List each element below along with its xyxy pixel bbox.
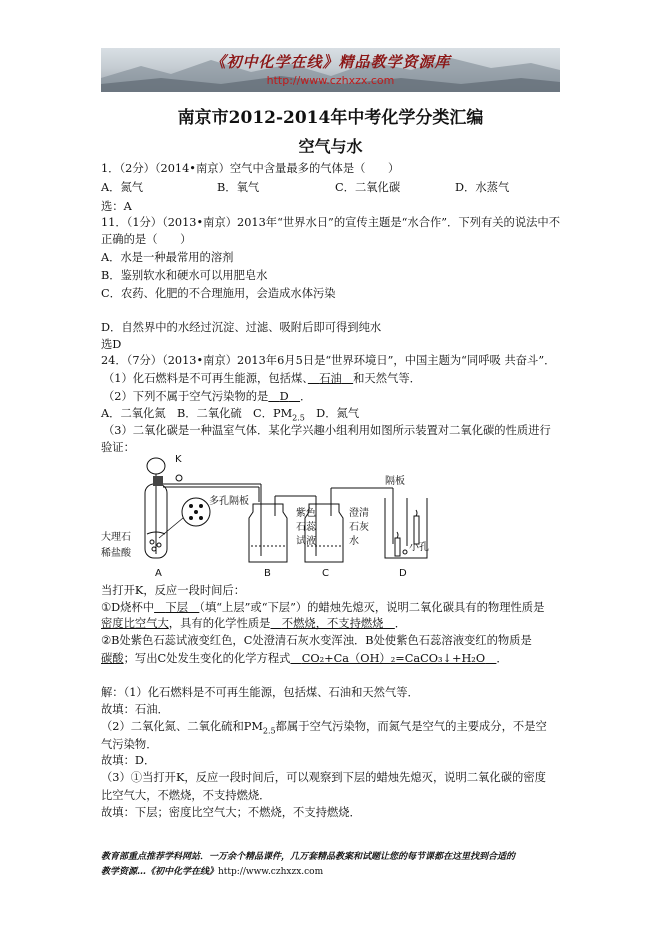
apparatus-figure: [101, 454, 431, 582]
q1-options: [101, 180, 509, 195]
q11-option-b: B．鉴别软水和硬水可以用肥皂水: [101, 269, 268, 282]
label-c: C: [322, 568, 329, 579]
solution-part2-pre: （2）二氧化氮、二氧化硫和PM: [101, 720, 263, 733]
solution-part2-line2: 气污染物．: [101, 738, 158, 751]
q24-part3a-chemical-answer: [270, 617, 394, 630]
label-a: A: [155, 568, 162, 579]
footer-line2-text: 教学资源…《初中化学在线》: [101, 867, 219, 877]
q24-part3b-line2: [101, 651, 508, 666]
q24-part2-prefix: （2）下列不属于空气污染物的是: [103, 390, 269, 403]
q24-part1-prefix: （1）化石燃料是不可再生能源，包括煤、: [103, 372, 308, 385]
solution-part2-answer: 故填：D．: [101, 754, 156, 767]
q1-option-d: D．水蒸气: [455, 181, 510, 194]
q11-stem-line1: 11．（1分）（2013•南京）2013年“世界水日”的宣传主题是“水合作”．下列有关的说法中不: [101, 216, 561, 229]
header-banner: [101, 48, 560, 92]
q24-part3a-end: ．: [394, 617, 407, 630]
label-litmus-2: 石蕊: [296, 522, 316, 533]
q11-option-c: C．农药、化肥的不合理施用，会造成水体污染: [101, 287, 336, 300]
label-d: D: [399, 568, 407, 579]
q24-part2-answer-text: D: [279, 390, 289, 403]
label-small-hole: 小孔: [409, 542, 429, 553]
q11-option-a: A．水是一种最常用的溶剂: [101, 251, 234, 264]
label-baffle: 隔板: [385, 476, 405, 487]
q24-after-open: 当打开K，反应一段时间后：: [101, 584, 246, 597]
solution-part2-post: 都属于空气污染物，而氮气是空气的主要成分，不是空: [275, 720, 547, 733]
q24-part3-line1: （3）二氧化碳是一种温室气体．某化学兴趣小组利用如图所示装置对二氧化碳的性质进行: [103, 424, 551, 437]
q24-part2-options-sub: 2.5: [292, 413, 305, 423]
q24-part3-line2: 验证：: [101, 441, 135, 454]
label-limewater-3: 水: [349, 536, 359, 547]
q1-option-b: B．氧气: [217, 181, 260, 194]
q24-part2-options-pre: A．二氧化氮 B．二氧化硫 C．PM: [101, 407, 293, 420]
document-title: 南京市2012-2014年中考化学分类汇编: [177, 108, 484, 128]
solution-part3-line2: 比空气大，不燃烧，不支持燃烧．: [101, 789, 271, 802]
label-litmus-3: 试液: [296, 536, 316, 547]
solution-part1-answer: 故填：石油．: [101, 703, 169, 716]
page-footer: [101, 850, 561, 880]
q24-part3b-mid: ；写出C处发生变化的化学方程式: [123, 652, 291, 665]
q24-part1-answer: [308, 372, 353, 385]
q24-part2-answer: [268, 390, 300, 403]
solution-part1: 解：（1）化石燃料是不可再生能源，包括煤、石油和天然气等．: [101, 686, 419, 699]
q24-part3a-answer: [154, 601, 199, 614]
q24-part3b-equation: [290, 652, 496, 665]
label-k: K: [175, 454, 182, 465]
q24-part3a-suffix: （填“上层”或“下层”）的蜡烛先熄灭，说明二氧化碳具有的物理性质是: [199, 601, 545, 614]
q24-part1: [103, 371, 421, 386]
section-title: 空气与水: [298, 137, 363, 156]
q24-part3b-substance-answer: 碳酸: [101, 652, 124, 665]
q24-part3b-equation-text: CO₂+Ca（OH）₂=CaCO₃↓+H₂O: [301, 652, 486, 665]
solution-part3-answer: 故填：下层；密度比空气大；不燃烧，不支持燃烧．: [101, 806, 361, 819]
q24-part3a-line1: [101, 600, 544, 615]
q24-part3b-line1: ②B处紫色石蕊试液变红色，C处澄清石灰水变浑浊．B处使紫色石蕊溶液变红的物质是: [101, 634, 532, 647]
apparatus-a: [145, 458, 261, 558]
q24-part3a-answer-text: 下层: [165, 601, 188, 614]
q24-part3b-end: ．: [496, 652, 508, 665]
solution-part3-line1: （3）①当打开K，反应一段时间后，可以观察到下层的蜡烛先熄灭，说明二氧化碳的密度: [101, 771, 546, 784]
label-perforated-plate: 多孔隔板: [209, 496, 249, 507]
q1-option-a: A．氮气: [101, 181, 144, 194]
label-litmus-1: 紫色: [296, 508, 316, 519]
banner-url[interactable]: http://www.czhxzx.com: [266, 74, 395, 87]
q24-part1-suffix: 和天然气等．: [353, 372, 421, 385]
q24-part2-suffix: ．: [300, 390, 312, 403]
q11-option-d: D．自然界中的水经过沉淀、过滤、吸附后即可得到纯水: [101, 321, 382, 334]
q24-part3a-mid: ，具有的化学性质是: [168, 617, 271, 630]
q24-part2-options-post: D．氮气: [304, 407, 360, 420]
label-hydrochloric-acid: 稀盐酸: [101, 548, 131, 559]
q11-stem-line2: 正确的是（ ）: [101, 233, 192, 246]
label-limewater-1: 澄清: [349, 508, 369, 519]
footer-url-link[interactable]: http://www.czhxzx.com: [218, 867, 324, 877]
label-limewater-2: 石灰: [349, 522, 369, 533]
q24-part2: [103, 389, 311, 404]
q1-option-c: C．二氧化碳: [335, 181, 401, 194]
q24-part1-answer-text: 石油: [319, 372, 342, 385]
q24-stem: 24．（7分）（2013•南京）2013年6月5日是“世界环境日”，中国主题为“同呼吸 共奋斗”．: [101, 354, 556, 367]
q24-part3a-line2: [101, 616, 406, 631]
label-marble: 大理石: [101, 532, 131, 543]
q1-answer: 选：A: [101, 200, 132, 213]
q11-answer: 选D: [101, 338, 122, 351]
banner-title: 《初中化学在线》精品教学资源库: [210, 53, 451, 71]
label-b: B: [264, 568, 271, 579]
footer-line2: [101, 865, 561, 880]
solution-part2-line1: [101, 719, 547, 738]
q24-part3a-chemical-answer-text: 不燃烧，不支持燃烧: [281, 617, 384, 630]
q24-part3a-physical-answer: 密度比空气大: [101, 617, 169, 630]
footer-line1: 教育部重点推荐学科网站．一万余个精品课件，几万套精品教案和试题让您的每节课都在这里找到合适的: [101, 852, 516, 862]
solution-part2-sub: 2.5: [262, 726, 276, 736]
q1-stem: 1．（2分）（2014•南京）空气中含量最多的气体是（ ）: [101, 162, 400, 175]
q24-part3a-prefix: ①D烧杯中: [101, 601, 155, 614]
